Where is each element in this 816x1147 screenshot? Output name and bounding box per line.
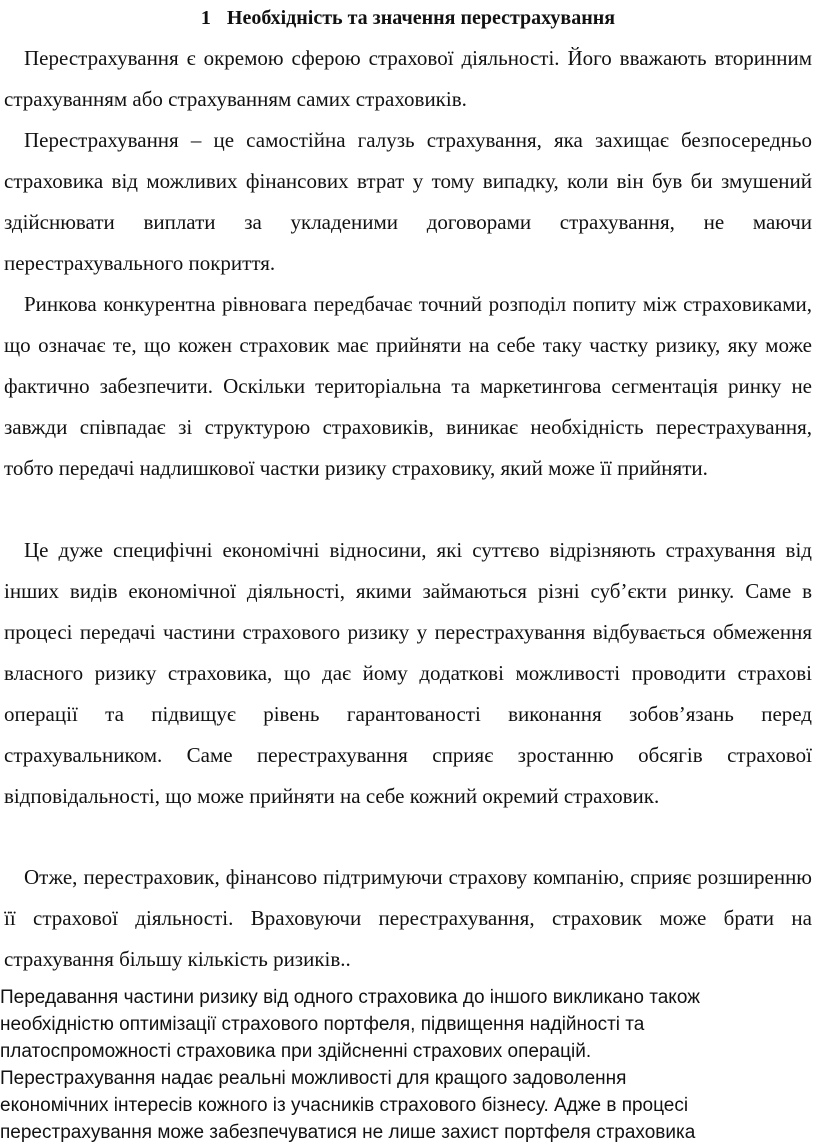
tail-line: Перестрахування надає реальні можливості для кращого задоволення bbox=[0, 1068, 627, 1089]
paragraph-2: Перестрахування – це самостійна галузь страхування, яка захищає безпосередньо страховика від можливих фінансових втрат у тому випадку, коли він був би змушений здійснювати виплати за укладеними договорами страхування, не маючи перестрахувального покриття. bbox=[4, 128, 812, 275]
tail-line: економічних інтересів кожного із учасників страхового бізнесу. Адже в процесі bbox=[0, 1095, 689, 1116]
section-heading bbox=[0, 4, 816, 32]
tail-paragraph bbox=[0, 984, 816, 1146]
tail-line: платоспроможності страховика при здійсненні страхових операцій. bbox=[0, 1041, 592, 1062]
paragraph-5: Отже, перестраховик, фінансово підтримуючи страхову компанію, сприяє розширенню її страхової діяльності. Враховуючи перестрахування, страховик може брати на страхування більшу кількість ризиків.. bbox=[4, 865, 812, 971]
section-title: Необхідність та значення перестрахування bbox=[226, 7, 616, 29]
paragraph-4: Це дуже специфічні економічні відносини, які суттєво відрізняють страхування від інших видів економічної діяльності, якими займаються різні суб’єкти ринку. Саме в процесі передачі частини страхового ризику у перестрахування відбувається обмеження власного ризику страховика, що дає йому додаткові можливості проводити страхові операції та підвищує рівень гарантованості виконання зобов’язань перед страхувальником. Саме перестрахування сприяє зростанню обсягів страхової відповідальності, що може прийняти на себе кожний окремий страховик. bbox=[4, 538, 812, 808]
paragraph-3: Ринкова конкурентна рівновага передбачає точний розподіл попиту між страховиками, що означає те, що кожен страховик має прийняти на себе таку частку ризику, яку може фактично забезпечити. Оскільки територіальна та маркетингова сегментація ринку не завжди співпадає зі структурою страховиків, виникає необхідність перестрахування, тобто передачі надлишкової частки ризику страховику, який може її прийняти. bbox=[4, 292, 812, 480]
paragraph-1: Перестрахування є окремою сферою страхової діяльності. Його вважають вторинним страхуванням або страхуванням самих страховиків. bbox=[4, 46, 812, 111]
tail-line: Передавання частини ризику від одного страховика до іншого викликано також bbox=[0, 987, 700, 1008]
tail-line: необхідністю оптимізації страхового портфеля, підвищення надійності та bbox=[0, 1014, 645, 1035]
tail-line: перестрахування може забезпечуватися не лише захист портфеля страховика bbox=[0, 1122, 696, 1143]
section-number: 1 bbox=[200, 7, 211, 29]
